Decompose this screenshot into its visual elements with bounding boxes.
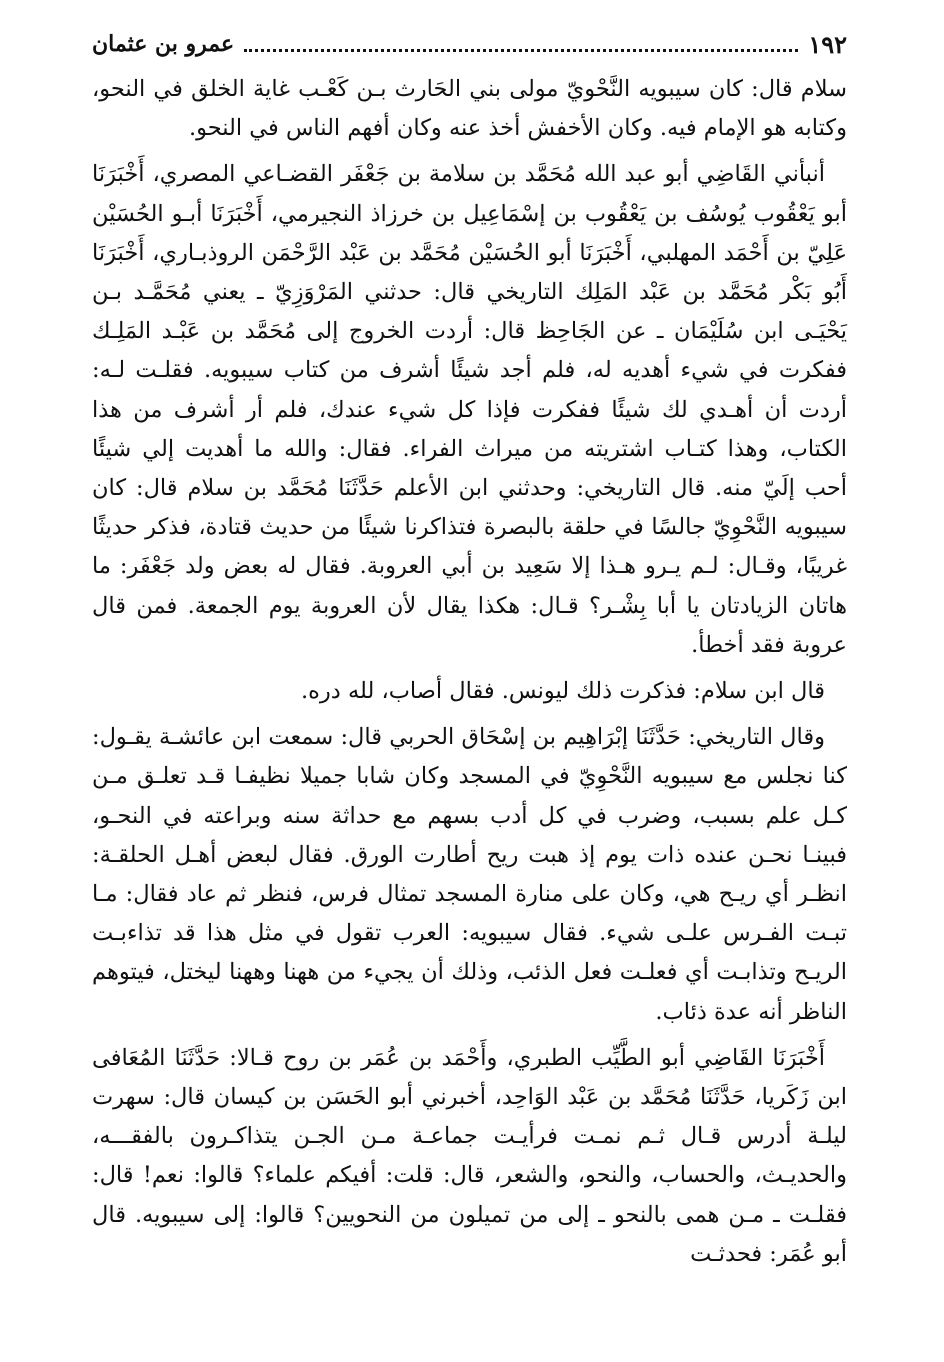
paragraph: أَخْبَرَنَا القَاضِي أبو الطَّيِّب الطبري، وأَحْمَد بن عُمَر بن روح قـالا: حَدَّثَنَا المُعَافى ابن زَكَريا، حَدَّثَنَا مُحَمَّد بن عَبْد الوَاحِد، أخبرني أبو الحَسَن بن كيسان قال: سهرت ليلـة أدرس قـال ثـم نمـت فرأيـت جماعـة مـن الجـن يتذاكـرون بالفقـــه، والحديـث، والحساب، والنحو، والشعر، قال: قلت: أفيكم علماء؟ قالوا: نعم! قال: فقلـت ـ مـن همى بالنحو ـ إلى من تميلون من النحويين؟ قالوا: إلى سيبويه. قال أبو عُمَر: فحدثـت: [92, 1044, 847, 1267]
body-text: [92, 70, 847, 1281]
paragraph: قال ابن سلام: فذكرت ذلك ليونس. فقال أصاب، لله دره.: [300, 678, 825, 705]
running-title: عمرو بن عثمان: [92, 31, 235, 57]
paragraph: وقال التاريخي: حَدَّثَنَا إبْرَاهِيم بن إسْحَاق الحربي قال: سمعت ابن عائشـة يقـول: كنا نجلس مع سيبويه النَّحْوِيّ في المسجد وكان شابا جميلا نظيفـا قـد تعلـق مـن كـل علم بسبب، وضرب في كل أدب بسهم مع حداثة سنه وبراعته في النحـو، فبينـا نحـن عنده ذات يوم إذ هبت ريح أطارت الورق. فقال لبعض أهـل الحلقـة: انظـر أي ريـح هي، وكان على منارة المسجد تمثال فرس، فنظر ثم عاد فقال: مـا تبـت الفـرس علـى شيء. فقال سيبويه: العرب تقول في مثل هذا قد تذاءبـت الريـح وتذابـت أي فعلـت فعل الذئب، وذلك أن يجيء من ههنا وههنا ليختل، فيتوهم الناظر أنه عدة ذئاب.: [92, 724, 847, 1025]
paragraph: سلام قال: كان سيبويه النَّحْويّ مولى بني الحَارث بـن كَعْـب غاية الخلق في النحو، وكتابه هو الإمام فيه. وكان الأخفش أخذ عنه وكان أفهم الناس في النحو.: [92, 76, 847, 142]
page-number: ١٩٢: [808, 29, 847, 59]
header-dotted-leader: [244, 37, 798, 52]
paragraph: أنبأني القَاضِي أبو عبد الله مُحَمَّد بن سلامة بن جَعْفَر القضـاعي المصري، أَخْبَرَنَا أبو يَعْقُوب يُوسُف بن يَعْقُوب بن إسْمَاعِيل بن خرزاذ النجيرمي، أَخْبَرَنَا أبـو الحُسَيْن عَلِيّ بن أَحْمَد المهلبي، أَخْبَرَنَا أبو الحُسَيْن مُحَمَّد بن عَبْد الرَّحْمَن الروذبـاري، أَخْبَرَنَا أَبُو بَكْر مُحَمَّد بن عَبْد المَلِك التاريخي قال: حدثني المَرْوَزِيّ ـ يعني مُحَمَّـد بـن يَحْيَـى ابن سُلَيْمَان ـ عن الجَاحِظ قال: أردت الخروج إلى مُحَمَّد بن عَبْـد المَلِـك ففكرت في شيء أهديه له، فلم أجد شيئًا أشرف من كتاب سيبويه. فقلـت لـه: أردت أن أهـدي لك شيئًا ففكرت فإذا كل شيء عندك، فلم أر أشرف من هذا الكتاب، وهذا كتـاب اشتريته من ميراث الفراء. فقال: والله ما أهديت إلي شيئًا أحب إلَيّ منه. قال التاريخي: وحدثني ابن الأعلم حَدَّثَنَا مُحَمَّد بن سلام قال: كان سيبويه النَّحْوِيّ جالسًا في حلقة بالبصرة فتذاكرنا شيئًا من حديث قتادة، فذكر حديثًا غريبًا، وقـال: لـم يـرو هـذا إلا سَعِيد بن أبي العروبة. فقال له بعض ولد جَعْفَر: ما هاتان الزيادتان يا أبا بِشْـر؟ قـال: هكذا يقال لأن العروبة يوم الجمعة. فمن قال عروبة فقد أخطأ.: [92, 161, 847, 658]
page-header: [92, 22, 847, 66]
